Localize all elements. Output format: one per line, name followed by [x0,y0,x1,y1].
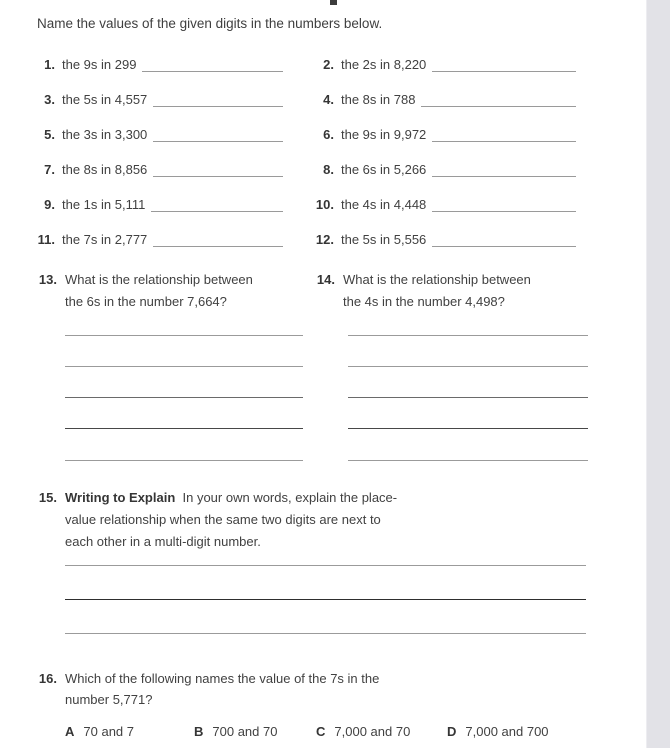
question-text-segment: In your own words, explain the place- [182,490,398,505]
question-number: 4. [323,92,334,107]
bold-label: Writing to Explain [65,490,176,505]
question-text-line: the 6s in the number 7,664? [65,294,227,309]
choice-d [447,724,549,739]
question-row-10 [312,197,576,214]
choice-c [316,724,410,739]
question-number: 15. [38,490,57,505]
answer-underline [432,232,576,247]
answer-line [65,335,303,336]
question-label: the 9s in 9,972 [341,127,427,142]
answer-line [65,366,303,367]
choice-letter: C [316,724,326,739]
question-text [65,269,253,313]
answer-underline [421,92,576,107]
question-number: 2. [323,57,334,72]
question-text-line: What is the relationship between [343,272,531,287]
cropped-title-mark [330,0,337,5]
question-text [343,269,531,313]
question-text [65,668,379,710]
question-text-line: each other in a multi-digit number. [65,534,261,549]
choice-text: 700 and 70 [212,724,278,739]
answer-line [65,633,586,634]
answer-line [65,460,303,461]
writing-question-15 [33,487,593,553]
answer-underline [432,162,576,177]
scan-edge-strip [646,0,670,748]
question-number: 7. [44,162,55,177]
question-row-12 [312,232,576,249]
question-row-9 [33,197,283,214]
question-row-6 [312,127,576,144]
question-number: 11. [37,232,55,247]
multiple-choice-question-16 [33,668,533,710]
relationship-question-13 [33,269,313,313]
choice-b [194,724,277,739]
question-row-3 [33,92,283,109]
question-label: the 4s in 4,448 [341,197,427,212]
question-number: 3. [44,92,55,107]
question-number: 1. [44,57,55,72]
question-label: the 1s in 5,111 [62,197,146,212]
question-label: the 5s in 5,556 [341,232,427,247]
question-row-2 [312,57,576,74]
question-text-line: Which of the following names the value of the 7s in the [65,671,380,686]
answer-underline [432,127,576,142]
question-label: the 7s in 2,777 [62,232,148,247]
answer-line [348,428,588,429]
answer-line [348,397,588,398]
answer-underline [151,197,283,212]
question-number: 6. [323,127,334,142]
choice-letter: B [194,724,204,739]
question-label: the 6s in 5,266 [341,162,427,177]
answer-underline [153,162,283,177]
question-row-7 [33,162,283,179]
question-label: the 3s in 3,300 [62,127,148,142]
relationship-question-14 [311,269,596,313]
question-label: the 9s in 299 [62,57,137,72]
question-number: 12. [315,232,334,247]
choice-text: 7,000 and 70 [334,724,411,739]
answer-underline [153,92,283,107]
question-row-5 [33,127,283,144]
intro-text: Name the values of the given digits in the numbers below. [37,16,383,31]
answer-line [348,460,588,461]
question-text-line: value relationship when the same two digits are next to [65,512,381,527]
question-number: 10. [315,197,334,212]
choice-text: 70 and 7 [83,724,134,739]
answer-line [348,366,588,367]
question-row-4 [312,92,576,109]
question-row-1 [33,57,283,74]
answer-underline [153,127,283,142]
choice-letter: A [65,724,75,739]
choice-text: 7,000 and 700 [465,724,549,739]
answer-line [348,335,588,336]
question-text [65,487,397,553]
question-text-line: number 5,771? [65,692,153,707]
question-text-line [65,487,397,509]
question-number: 14. [316,272,335,287]
question-label: the 8s in 788 [341,92,416,107]
answer-line [65,565,586,566]
answer-line [65,599,586,600]
answer-underline [432,57,576,72]
question-number: 9. [44,197,55,212]
answer-underline [153,232,283,247]
question-text-line: the 4s in the number 4,498? [343,294,505,309]
answer-underline [142,57,283,72]
question-number: 13. [38,272,57,287]
question-number: 8. [323,162,334,177]
question-label: the 2s in 8,220 [341,57,427,72]
answer-line [65,428,303,429]
question-label: the 5s in 4,557 [62,92,148,107]
choice-a [65,724,134,739]
question-row-11 [33,232,283,249]
question-number: 5. [44,127,55,142]
question-number: 16. [38,671,57,686]
question-label: the 8s in 8,856 [62,162,148,177]
answer-line [65,397,303,398]
question-row-8 [312,162,576,179]
choice-letter: D [447,724,457,739]
answer-underline [432,197,576,212]
question-text-line: What is the relationship between [65,272,253,287]
